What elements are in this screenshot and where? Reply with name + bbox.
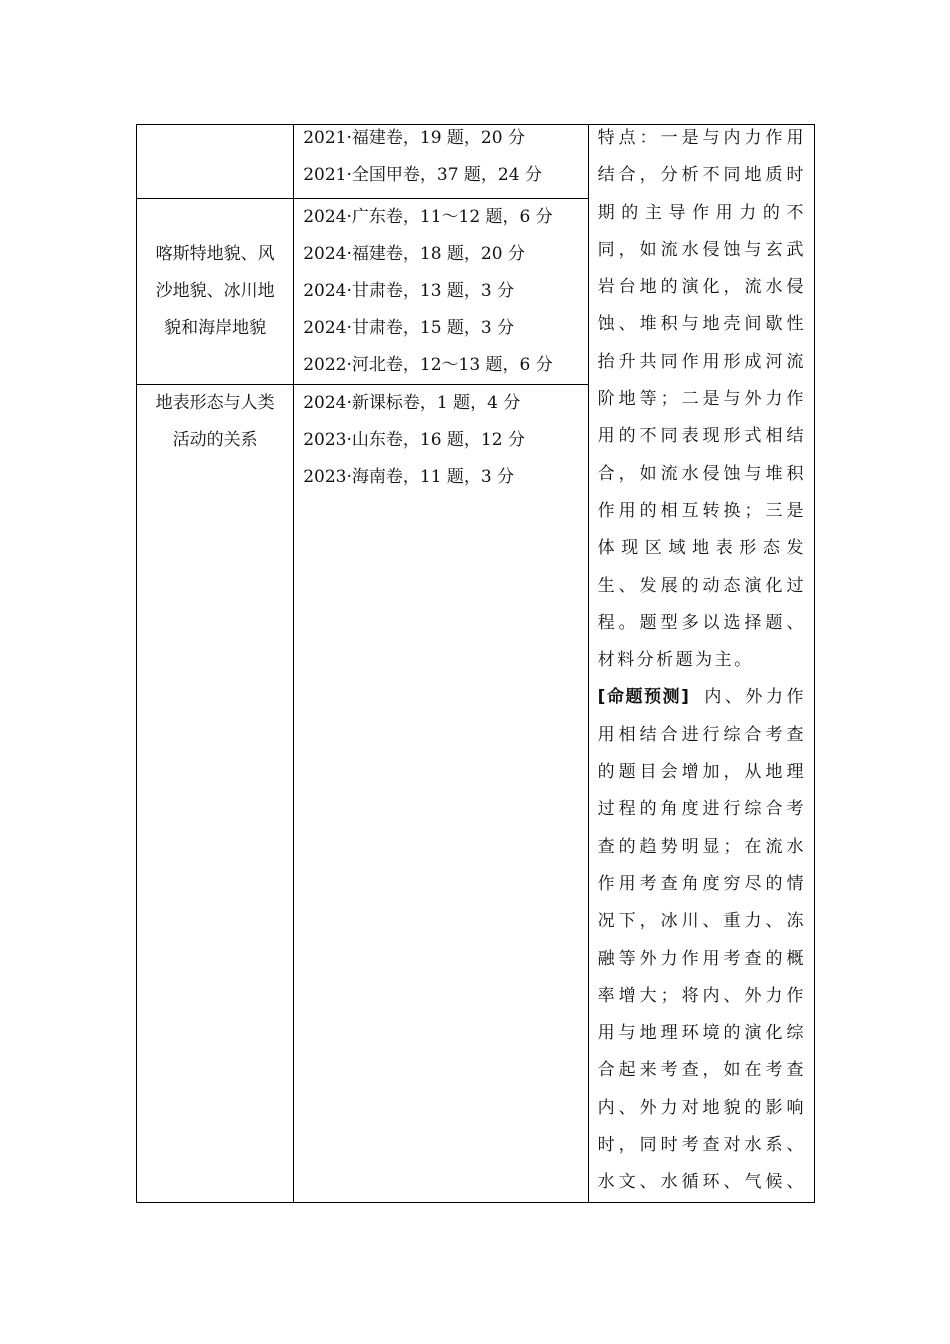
desc-line: 作用考查角度穷尽的情: [597, 873, 806, 894]
topic-cell-empty: [137, 125, 294, 199]
desc-line: 查的趋势明显；在流水: [597, 836, 806, 857]
description-text: [598, 120, 806, 1202]
exam-item: 2022·河北卷，12～13 题，6 分: [303, 355, 553, 375]
desc-line: 用与地理环境的演化综: [597, 1023, 806, 1044]
exam-item: 2024·广东卷，11～12 题，6 分: [303, 207, 553, 227]
desc-line: 融等外力作用考查的概: [597, 948, 806, 969]
description-cell: [588, 125, 814, 1203]
exam-list: [294, 125, 588, 199]
desc-line: 水文、水循环、气候、: [597, 1172, 806, 1193]
exam-item: 2021·全国甲卷，37 题，24 分: [303, 165, 542, 185]
topic-line: 活动的关系: [172, 430, 258, 450]
desc-line: 结合，分析不同地质时: [597, 165, 806, 186]
exam-item: 2023·海南卷，11 题，3 分: [303, 467, 515, 487]
desc-line: 特点：一是与内力作用: [597, 128, 806, 148]
desc-line: 材料分析题为主。: [597, 650, 754, 671]
desc-line: 况下，冰川、重力、冻: [597, 911, 806, 932]
topic-line: 沙地貌、冰川地: [155, 281, 275, 301]
desc-line: 体现区域地表形态发: [597, 538, 806, 559]
exam-item: 2024·甘肃卷，15 题，3 分: [303, 318, 515, 338]
desc-line: 用相结合进行综合考查: [597, 724, 806, 745]
desc-line: 用的不同表现形式相结: [597, 426, 806, 447]
desc-line: 抬升共同作用形成河流: [597, 351, 806, 372]
forecast-label: [命题预测]: [597, 687, 690, 708]
desc-line: 程。题型多以选择题、: [597, 612, 806, 633]
topic-cell: [137, 199, 294, 385]
desc-line: 同，如流水侵蚀与玄武: [597, 239, 806, 260]
topic-cell: [137, 385, 294, 1203]
topic-line: 貌和海岸地貌: [164, 318, 267, 338]
exam-item: 2024·福建卷，18 题，20 分: [303, 244, 525, 264]
desc-line: 合起来考查，如在考查: [597, 1060, 806, 1081]
exam-list: [294, 199, 588, 385]
desc-line: 的题目会增加，从地理: [597, 762, 806, 783]
desc-line: 内、外力对地貌的影响: [597, 1097, 806, 1118]
topic-line: 喀斯特地貌、风: [155, 244, 275, 264]
exam-item: 2021·福建卷，19 题，20 分: [303, 128, 525, 148]
desc-line: 蚀、堆积与地壳间歇性: [597, 314, 806, 335]
desc-line: 过程的角度进行综合考: [597, 799, 806, 820]
desc-line: 时，同时考查对水系、: [597, 1135, 806, 1156]
exam-analysis-table: [136, 124, 815, 1203]
forecast-first-text: 内、外力作: [703, 687, 806, 708]
forecast-first-line: [598, 679, 806, 716]
exam-item: 2024·新课标卷，1 题，4 分: [303, 393, 521, 413]
topic-line: 地表形态与人类: [155, 393, 275, 413]
table-row: [137, 125, 815, 199]
desc-line: 期的主导作用力的不: [597, 202, 806, 223]
desc-line: 生、发展的动态演化过: [597, 575, 806, 596]
desc-line: 阶地等；二是与外力作: [597, 389, 806, 410]
exam-item: 2023·山东卷，16 题，12 分: [303, 430, 525, 450]
exam-list: [294, 385, 588, 1203]
desc-line: 作用的相互转换；三是: [597, 500, 806, 521]
desc-line: 率增大；将内、外力作: [597, 985, 806, 1006]
desc-line: 岩台地的演化，流水侵: [597, 277, 806, 298]
desc-line: 合，如流水侵蚀与堆积: [597, 463, 806, 484]
exam-item: 2024·甘肃卷，13 题，3 分: [303, 281, 515, 301]
